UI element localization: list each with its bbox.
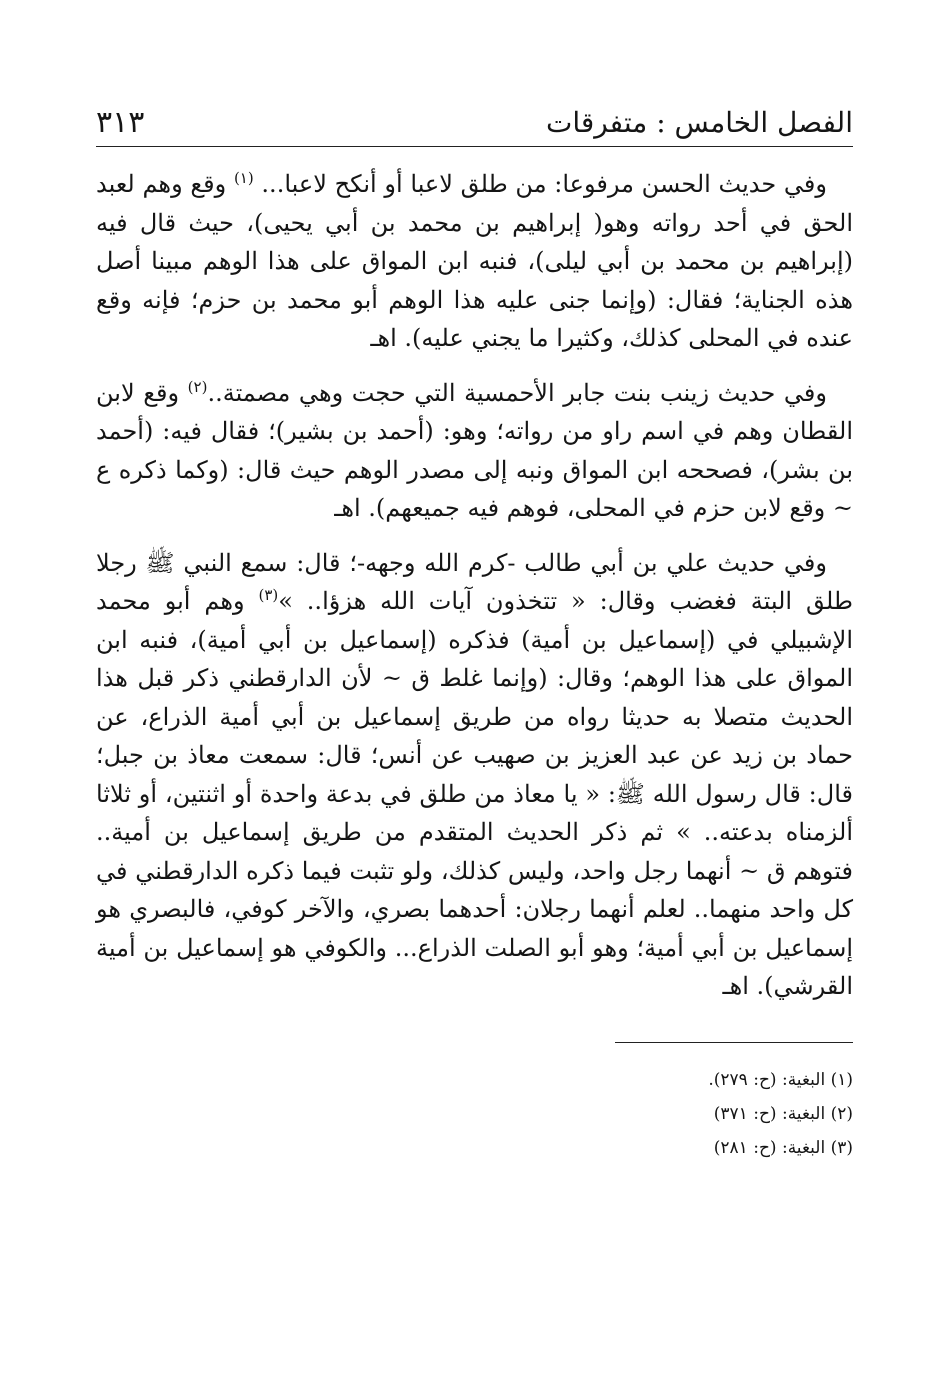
paragraph-text: وفي حديث زينب بنت جابر الأحمسية التي حجت وهي مصمتة..: [207, 378, 827, 407]
paragraph-text: وفي حديث علي بن أبي طالب -كرم الله وجهه-؛ قال: سمع النبي ﷺ رجلا طلق البتة فغضب وقال: « تتخذون آيات الله هزؤا.. »: [96, 548, 854, 615]
footnote-reference: (٢): [187, 377, 208, 396]
footnote-reference: (١): [233, 169, 254, 187]
running-header: [96, 100, 853, 147]
footnotes: [96, 1063, 853, 1165]
footnote-reference: (٣): [258, 586, 279, 604]
paragraph-3: [96, 544, 853, 1006]
footnote-3: (٣) البغية: (ح: ٢٨١): [713, 1137, 853, 1158]
paragraph-1: [96, 165, 853, 358]
paragraph-text: وفي حديث الحسن مرفوعا: من طلق لاعبا أو أنكح لاعبا...: [253, 170, 827, 198]
running-title: الفصل الخامس : متفرقات: [545, 106, 853, 139]
footnote-divider: [615, 1042, 853, 1043]
footnote-1: (١) البغية: (ح: ٢٧٩).: [708, 1069, 853, 1090]
body-text: [96, 165, 853, 1006]
paragraph-2: [96, 374, 853, 528]
paragraph-text: وهم أبو محمد الإشبيلي في (إسماعيل بن أمية) فذكره (إسماعيل بن أبي أمية)، فنبه ابن المواق على هذا الوهم؛ وقال: (وإنما غلط ق ~ لأن الدارقطني ذكر قبل هذا الحديث متصلا به حديثا رواه من طريق إسماعيل بن أبي أمية الذراع، عن حماد بن زيد عن عبد العزيز بن صهيب عن أنس؛ قال: سمعت معاذ بن جبل؛ قال: قال رسول الله ﷺ: « يا معاذ من طلق في بدعة واحدة أو اثنتين، أو ثلاثا ألزمناه بدعته.. » ثم ذكر الحديث المتقدم من طريق إسماعيل بن أمية.. فتوهم ق ~ أنهما رجل واحد، وليس كذلك، ولو تثبت فيما ذكره الدارقطني في كل واحد منهما.. لعلم أنهما رجلان: أحدهما بصري، والآخر كوفي، فالبصري هو إسماعيل بن أبي أمية؛ وهو أبو الصلت الذراع... والكوفي هو إسماعيل بن أمية القرشي). اهـ: [96, 587, 853, 1000]
footnote-2: (٢) البغية: (ح: ٣٧١): [713, 1103, 853, 1124]
paragraph-text: وقع لابن القطان وهم في اسم راو من رواته؛ وهو: (أحمد بن بشير)؛ فقال فيه: (أحمد بن بشر)، فصححه ابن المواق ونبه إلى مصدر الوهم حيث قال: (وكما ذكره ع ~ وقع لابن حزم في المحلى، فوهم فيه جميعهم). اهـ: [96, 378, 853, 522]
page-number: ٣١٣: [96, 105, 145, 140]
paragraph-text: وقع وهم لعبد الحق في أحد رواته وهو( إبراهيم بن محمد بن أبي يحيى)، حيث قال فيه (إبراهيم بن محمد بن أبي ليلى)، فنبه ابن المواق على هذا الوهم مبينا أصل هذه الجناية؛ فقال: (وإنما جنى عليه هذا الوهم أبو محمد بن حزم؛ فإنه وقع عنده في المحلى كذلك، وكثيرا ما يجني عليه). اهـ: [96, 170, 853, 352]
document-page: [96, 100, 853, 1165]
